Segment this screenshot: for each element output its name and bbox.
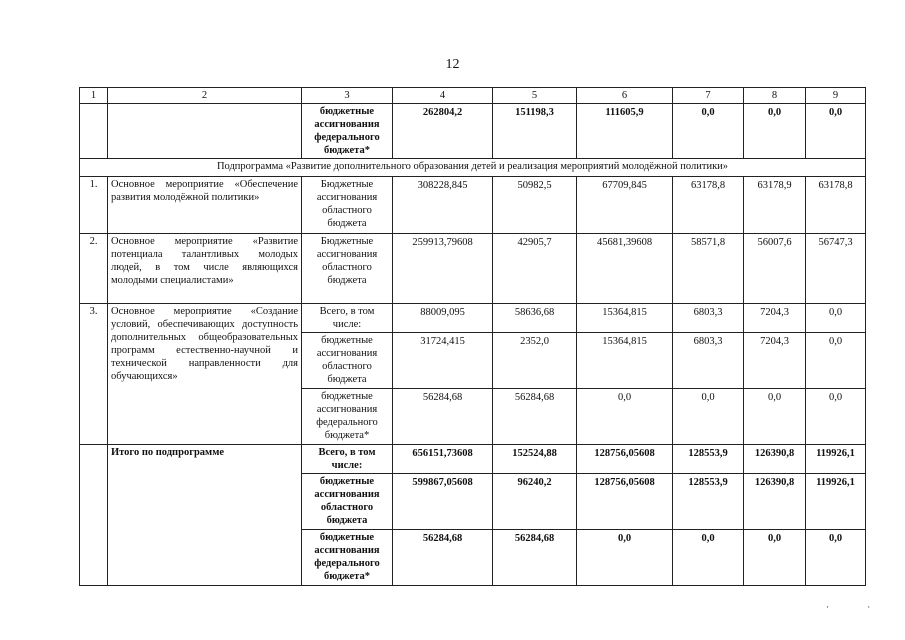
value-cell: 128553,9: [673, 445, 744, 474]
value-cell: 111605,9: [577, 104, 673, 159]
value-cell: 0,0: [744, 104, 806, 159]
value-cell: 15364,815: [577, 304, 673, 333]
value-cell: 63178,8: [673, 177, 744, 234]
table-row: [80, 234, 866, 304]
header-row: [80, 88, 866, 104]
value-cell: 56284,68: [393, 530, 493, 586]
value-cell: 599867,05608: [393, 474, 493, 530]
value-cell: 7204,3: [744, 304, 806, 333]
corner-marks: · ·: [826, 602, 889, 612]
header-cell: 3: [302, 88, 393, 104]
value-cell: 56007,6: [744, 234, 806, 304]
row-number-cell: 2.: [80, 234, 108, 304]
description-cell: [108, 104, 302, 159]
value-cell: 31724,415: [393, 333, 493, 389]
row-number-cell: [80, 104, 108, 159]
value-cell: 0,0: [744, 389, 806, 445]
source-cell: бюджетные ассигнования федерального бюджета*: [302, 104, 393, 159]
value-cell: 119926,1: [806, 474, 866, 530]
header-cell: 6: [577, 88, 673, 104]
value-cell: 656151,73608: [393, 445, 493, 474]
source-cell: бюджетные ассигнования областного бюджета: [302, 474, 393, 530]
source-cell: бюджетные ассигнования областного бюджета: [302, 333, 393, 389]
header-cell: 5: [493, 88, 577, 104]
value-cell: 42905,7: [493, 234, 577, 304]
value-cell: 152524,88: [493, 445, 577, 474]
table-row: [80, 104, 866, 159]
value-cell: 63178,9: [744, 177, 806, 234]
value-cell: 0,0: [806, 104, 866, 159]
value-cell: 0,0: [673, 389, 744, 445]
value-cell: 128553,9: [673, 474, 744, 530]
source-cell: Бюджетные ассигнования областного бюджета: [302, 177, 393, 234]
value-cell: 50982,5: [493, 177, 577, 234]
table-row: [80, 177, 866, 234]
value-cell: 308228,845: [393, 177, 493, 234]
header-cell: 4: [393, 88, 493, 104]
value-cell: 67709,845: [577, 177, 673, 234]
value-cell: 0,0: [673, 530, 744, 586]
value-cell: 56284,68: [393, 389, 493, 445]
value-cell: 56284,68: [493, 389, 577, 445]
value-cell: 63178,8: [806, 177, 866, 234]
value-cell: 0,0: [673, 104, 744, 159]
header-cell: 2: [108, 88, 302, 104]
subprogram-title: Подпрограмма «Развитие дополнительного образования детей и реализация мероприятий молодёжной политики»: [80, 159, 866, 177]
value-cell: 128756,05608: [577, 474, 673, 530]
subprogram-title-row: [80, 159, 866, 177]
header-cell: 8: [744, 88, 806, 104]
total-label: Итого по подпрограмме: [108, 445, 302, 586]
value-cell: 126390,8: [744, 445, 806, 474]
value-cell: 0,0: [577, 530, 673, 586]
header-cell: 7: [673, 88, 744, 104]
value-cell: 58636,68: [493, 304, 577, 333]
row-number-cell: 1.: [80, 177, 108, 234]
description-cell: Основное мероприятие «Создание условий, обеспечивающих доступность дополнительных общеобразовательных программ естественно-научной и технической направленности для обучающихся»: [108, 304, 302, 445]
value-cell: 259913,79608: [393, 234, 493, 304]
value-cell: 45681,39608: [577, 234, 673, 304]
source-cell: Всего, в том числе:: [302, 304, 393, 333]
value-cell: 0,0: [806, 304, 866, 333]
total-row: [80, 445, 866, 474]
value-cell: 0,0: [744, 530, 806, 586]
value-cell: 6803,3: [673, 333, 744, 389]
value-cell: 0,0: [806, 333, 866, 389]
value-cell: 6803,3: [673, 304, 744, 333]
value-cell: 126390,8: [744, 474, 806, 530]
header-cell: 1: [80, 88, 108, 104]
table-row: [80, 304, 866, 333]
value-cell: 2352,0: [493, 333, 577, 389]
value-cell: 56747,3: [806, 234, 866, 304]
description-cell: Основное мероприятие «Обеспечение развития молодёжной политики»: [108, 177, 302, 234]
value-cell: 151198,3: [493, 104, 577, 159]
value-cell: 96240,2: [493, 474, 577, 530]
budget-table: [79, 87, 866, 586]
value-cell: 7204,3: [744, 333, 806, 389]
header-cell: 9: [806, 88, 866, 104]
value-cell: 56284,68: [493, 530, 577, 586]
value-cell: 119926,1: [806, 445, 866, 474]
page-number: 12: [445, 57, 460, 72]
description-cell: Основное мероприятие «Развитие потенциала талантливых молодых людей, в том числе являющихся молодыми специалистами»: [108, 234, 302, 304]
value-cell: 128756,05608: [577, 445, 673, 474]
value-cell: 0,0: [806, 389, 866, 445]
source-cell: бюджетные ассигнования федерального бюджета*: [302, 530, 393, 586]
value-cell: 0,0: [577, 389, 673, 445]
value-cell: 262804,2: [393, 104, 493, 159]
value-cell: 0,0: [806, 530, 866, 586]
source-cell: Бюджетные ассигнования областного бюджета: [302, 234, 393, 304]
value-cell: 88009,095: [393, 304, 493, 333]
row-number-cell: 3.: [80, 304, 108, 445]
source-cell: Всего, в том числе:: [302, 445, 393, 474]
row-number-cell: [80, 445, 108, 586]
value-cell: 58571,8: [673, 234, 744, 304]
source-cell: бюджетные ассигнования федерального бюджета*: [302, 389, 393, 445]
value-cell: 15364,815: [577, 333, 673, 389]
